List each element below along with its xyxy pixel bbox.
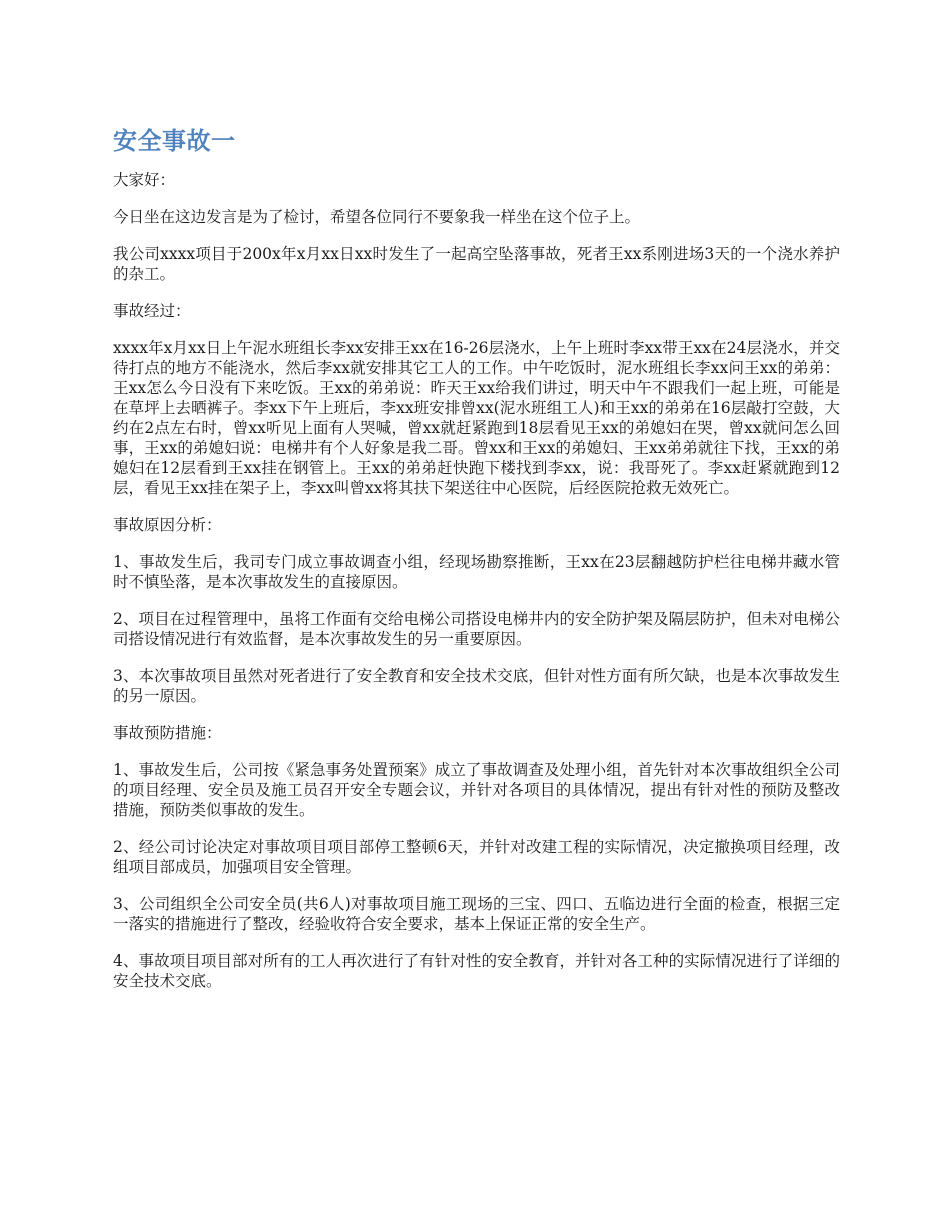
paragraph-prevention-2: 2、经公司讨论决定对事故项目项目部停工整顿6天，并针对改建工程的实际情况，决定撤换项目经理，改组项目部成员，加强项目安全管理。 [113,838,840,876]
paragraph-prevention-3: 3、公司组织全公司安全员(共6人)对事故项目施工现场的三宝、四口、五临边进行全面的检查，根据三定一落实的措施进行了整改，经验收符合安全要求，基本上保证正常的安全生产。 [113,895,840,933]
paragraph-summary: 我公司xxxx项目于200x年x月xx日xx时发生了一起高空坠落事故，死者王xx系刚进场3天的一个浇水养护的杂工。 [113,245,840,283]
paragraph-intro: 今日坐在这边发言是为了检讨，希望各位同行不要象我一样坐在这个位子上。 [113,208,641,226]
paragraph-greeting: 大家好： [113,171,176,189]
section-heading-accident-process: 事故经过： [113,302,191,320]
document-page [113,124,840,1008]
section-heading-cause-analysis: 事故原因分析： [113,516,222,534]
paragraph-prevention-4: 4、事故项目项目部对所有的工人再次进行了有针对性的安全教育，并针对各工种的实际情况进行了详细的安全技术交底。 [113,952,840,990]
paragraph-accident-process: xxxx年x月xx日上午泥水班组长李xx安排王xx在16-26层浇水，上午上班时李xx带王xx在24层浇水，并交待打点的地方不能浇水，然后李xx就安排其它工人的工作。中午吃饭时，泥水班组长李xx问王xx的弟弟：王xx怎么今日没有下来吃饭。王xx的弟弟说：昨天王xx给我们讲过，明天中午不跟我们一起上班，可能是在草坪上去晒裤子。李xx下午上班后，李xx班安排曾xx(泥水班组工人)和王xx的弟弟在16层敲打空鼓，大约在2点左右时，曾xx听见上面有人哭喊，曾xx就赶紧跑到18层看见王xx的弟媳妇在哭，曾xx就问怎么回事，王xx的弟媳妇说：电梯井有个人好象是我二哥。曾xx和王xx的弟媳妇、王xx弟弟就往下找，王xx的弟媳妇在12层看到王xx挂在钢管上。王xx的弟弟赶快跑下楼找到李xx，说：我哥死了。李xx赶紧就跑到12层，看见王xx挂在架子上，李xx叫曾xx将其扶下架送往中心医院，后经医院抢救无效死亡。 [113,339,840,497]
document-title: 安全事故一 [113,127,236,155]
paragraph-cause-1: 1、事故发生后，我司专门成立事故调查小组，经现场勘察推断，王xx在23层翻越防护栏往电梯井藏水管时不慎坠落，是本次事故发生的直接原因。 [113,553,840,591]
paragraph-prevention-1: 1、事故发生后，公司按《紧急事务处置预案》成立了事故调查及处理小组，首先针对本次事故组织全公司的项目经理、安全员及施工员召开安全专题会议，并针对各项目的具体情况，提出有针对性的预防及整改措施，预防类似事故的发生。 [113,761,840,819]
paragraph-cause-2: 2、项目在过程管理中，虽将工作面有交给电梯公司搭设电梯井内的安全防护架及隔层防护，但未对电梯公司搭设情况进行有效监督，是本次事故发生的另一重要原因。 [113,610,840,648]
paragraph-cause-3: 3、本次事故项目虽然对死者进行了安全教育和安全技术交底，但针对性方面有所欠缺，也是本次事故发生的另一原因。 [113,667,840,705]
section-heading-prevention: 事故预防措施： [113,724,222,742]
